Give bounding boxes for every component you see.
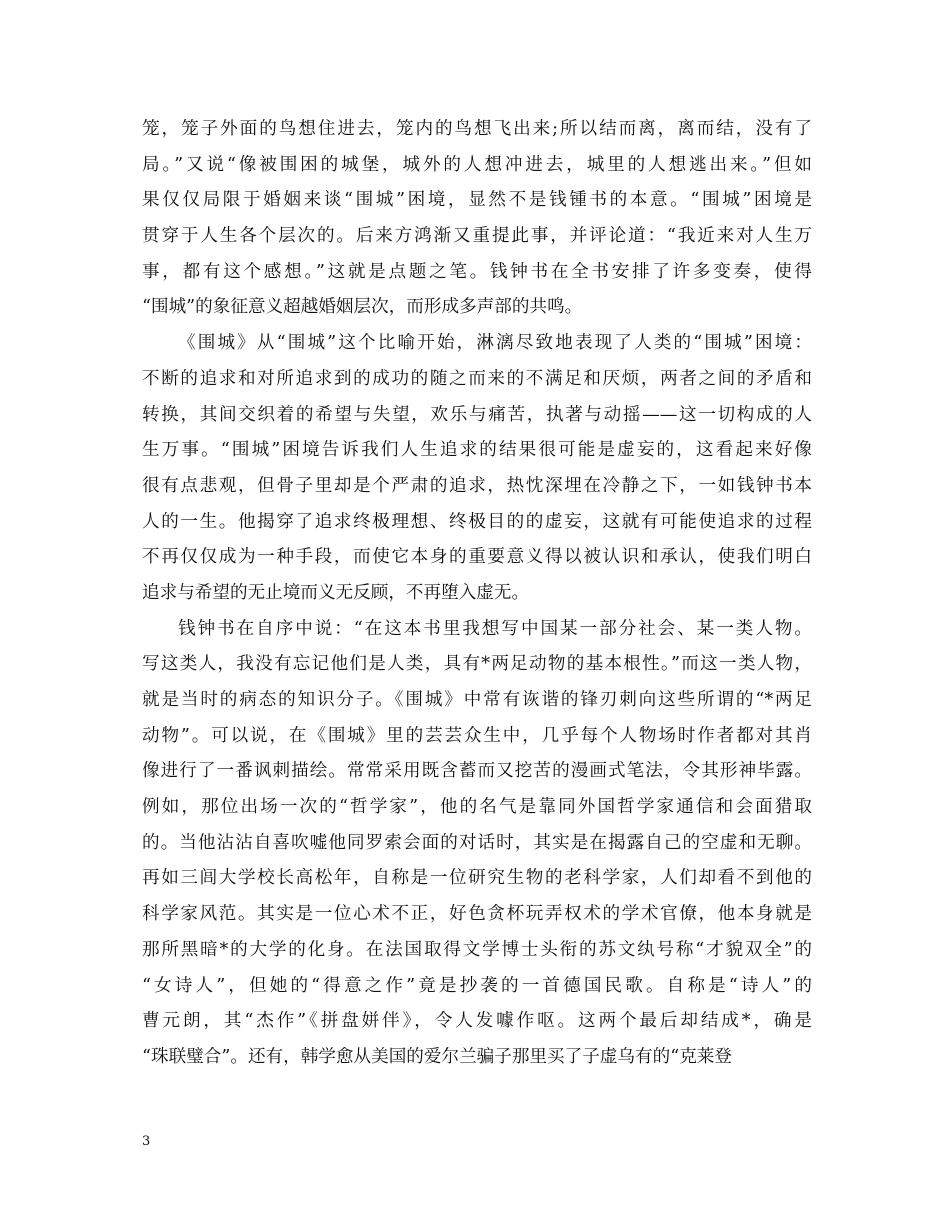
text-line: 像进行了一番讽刺描绘。常常采用既含蓄而又挖苦的漫画式笔法，令其形神毕露。 [142, 761, 812, 782]
text-line: 曹元朗，其“杰作”《拼盘姘伴》，令人发噱作呕。这两个最后却结成*，确是 [142, 1011, 812, 1032]
text-line: 转换，其间交织着的希望与失望，欢乐与痛苦，执著与动摇——这一切构成的人 [142, 404, 812, 425]
text-line: 例如，那位出场一次的“哲学家”，他的名气是靠同外国哲学家通信和会面猎取 [142, 797, 812, 818]
text-line: 很有点悲观，但骨子里却是个严肃的追求，热忱深埋在冷静之下，一如钱钟书本 [142, 475, 812, 496]
text-line: 生万事。“围城”困境告诉我们人生追求的结果很可能是虚妄的，这看起来好像 [142, 440, 812, 461]
text-line: 就是当时的病态的知识分子。《围城》中常有诙谐的锋刃刺向这些所谓的“*两足 [142, 690, 812, 710]
text-line: 不再仅仅成为一种手段，而使它本身的重要意义得以被认识和承认，使我们明白 [142, 547, 812, 568]
page-number: 3 [142, 1134, 151, 1149]
text-line: 笼，笼子外面的鸟想住进去，笼内的鸟想飞出来;所以结而离，离而结，没有了 [142, 119, 812, 139]
text-line: 人的一生。他揭穿了追求终极理想、终极目的的虚妄，这就有可能使追求的过程 [142, 511, 812, 532]
text-line: “珠联璧合”。还有，韩学愈从美国的爱尔兰骗子那里买了子虚乌有的“克莱登 [142, 1046, 732, 1067]
text-line: 动物”。可以说，在《围城》里的芸芸众生中，几乎每个人物场时作者都对其肖 [142, 725, 812, 746]
text-line: 那所黑暗*的大学的化身。在法国取得文学博士头衔的苏文纨号称“才貌双全”的 [142, 939, 812, 960]
text-line: 果仅仅局限于婚姻来谈“围城”困境，显然不是钱锺书的本意。“围城”困境是 [142, 190, 812, 211]
text-line: 《围城》从“围城”这个比喻开始，淋漓尽致地表现了人类的“围城”困境： [178, 333, 812, 354]
text-line: 事，都有这个感想。”这就是点题之笔。钱钟书在全书安排了许多变奏，使得 [142, 261, 812, 282]
text-line: 局。”又说“像被围困的城堡，城外的人想冲进去，城里的人想逃出来。”但如 [142, 154, 812, 175]
text-line: 写这类人，我没有忘记他们是人类，具有*两足动物的基本根性。”而这一类人物， [142, 654, 812, 675]
text-line: 的。当他沾沾自喜吹嘘他同罗索会面的对话时，其实是在揭露自己的空虚和无聊。 [142, 832, 812, 853]
text-line: 科学家风范。其实是一位心术不正，好色贪杯玩弄权术的学术官僚，他本身就是 [142, 904, 812, 925]
text-line: “女诗人”，但她的“得意之作”竟是抄袭的一首德国民歌。自称是“诗人”的 [142, 975, 812, 996]
text-line: 不断的追求和对所追求到的成功的随之而来的不满足和厌烦，两者之间的矛盾和 [142, 368, 812, 389]
text-line: “围城”的象征意义超越婚姻层次，而形成多声部的共鸣。 [142, 297, 583, 318]
text-line: 追求与希望的无止境而义无反顾，不再堕入虚无。 [142, 582, 530, 603]
text-line: 贯穿于人生各个层次的。后来方鸿渐又重提此事，并评论道：“我近来对人生万 [142, 226, 812, 247]
text-line: 钱钟书在自序中说：“在这本书里我想写中国某一部分社会、某一类人物。 [178, 618, 812, 639]
text-line: 再如三闾大学校长高松年，自称是一位研究生物的老科学家，人们却看不到他的 [142, 868, 812, 889]
body-text [142, 112, 812, 1076]
